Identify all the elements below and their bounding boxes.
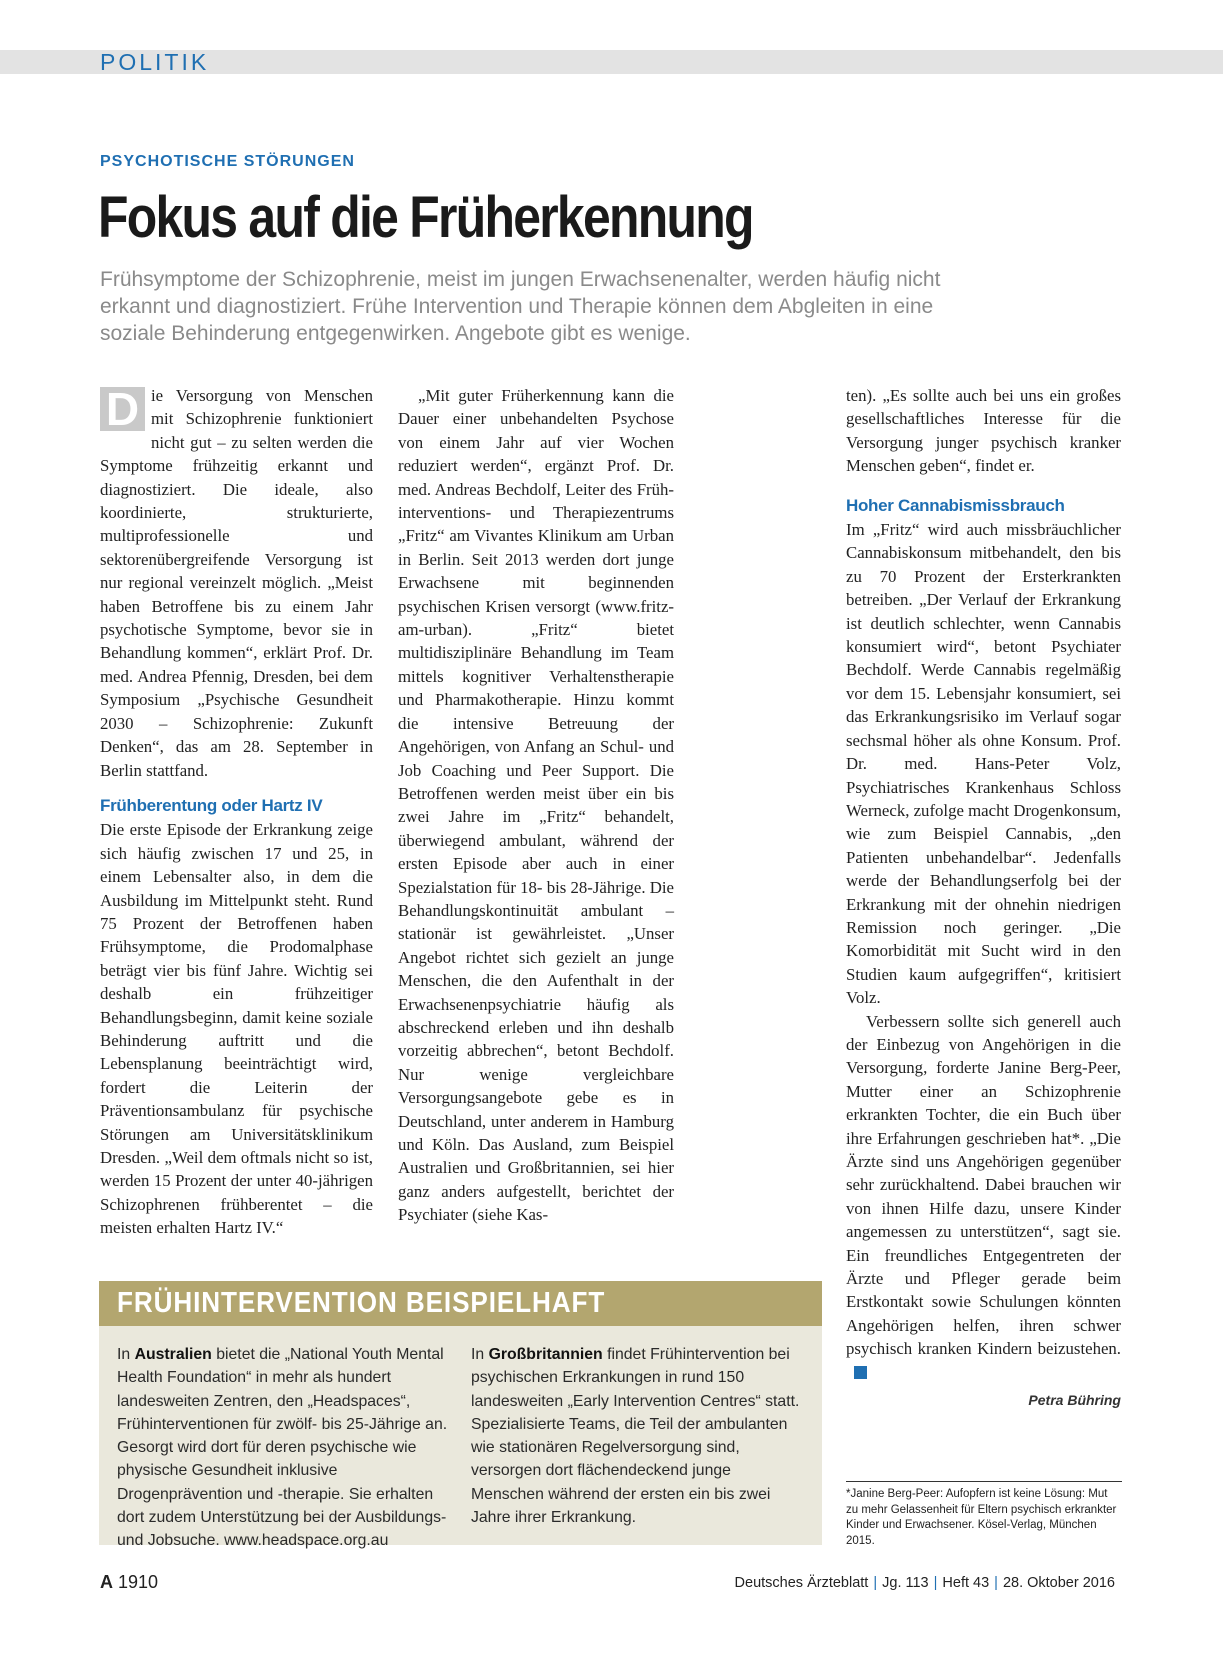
info-box-column-uk: In Großbritannien findet Frühintervention bei psychischen Erkrankungen in rund 150 landesweiten „Early Intervention Centres“ statt. Spezialisierte Teams, die Teil der ambulanten wie stationären Regelversorgung sind, versorgen dort flächendeckend junge Menschen während der ersten ein bis zwei Jahre ihrer Erkrankung. — [471, 1346, 800, 1527]
article-headline: Fokus auf die Früherkennung — [98, 185, 753, 250]
footnote: *Janine Berg-Peer: Aufopfern ist keine Lösung: Mut zu mehr Gelassenheit für Eltern psychisch erkrankter Kinder und Erwachsener. Kösel-Verlag, München 2015. — [846, 1481, 1122, 1549]
drop-cap: D — [100, 387, 145, 431]
paragraph-cannabis: Im „Fritz“ wird auch missbräuchlicher Cannabiskonsum mitbehandelt, den bis zu 70 Prozent der Ersterkrankten betreiben. „Der Verlauf der Erkrankung ist deutlich schlechter, wenn Cannabis konsumiert wird“, betont Psychiater Bechdolf. Werde Cannabis regelmäßig vor dem 15. Lebensjahr konsumiert, sei das Erkrankungsrisiko im Verlauf sogar sechsmal höher als ohne Konsum. Prof. Dr. med. Hans-Peter Volz, Psychiatrisches Krankenhaus Schloss Werneck, zufolge macht Drogenkonsum, wie zum Beispiel Cannabis, „den Patienten unbehandelbar“. Jedenfalls werde der Behandlungserfolg bei der Erkrankung mit der ohnehin niedrigen Remission noch geringer. „Die Komorbidität mit Sucht wird in den Studien kaum aufgegriffen“, kritisiert Volz. — [846, 520, 1121, 1008]
journal-volume: Jg. 113 — [882, 1575, 929, 1591]
subheading-fruehberentung: Frühberentung oder Hartz IV — [100, 795, 323, 815]
end-mark-icon — [854, 1366, 867, 1379]
journal-issue: Heft 43 — [942, 1575, 990, 1591]
country-uk: Großbritannien — [488, 1346, 603, 1363]
body-column-3 — [846, 384, 1121, 1412]
intro-paragraph — [100, 384, 373, 782]
journal-footer: Deutsches Ärzteblatt | Jg. 113 | Heft 43 | 28. Oktober 2016 — [734, 1575, 1115, 1591]
journal-name: Deutsches Ärzteblatt — [734, 1575, 869, 1591]
body-column-2 — [398, 384, 674, 1227]
journal-date: 28. Oktober 2016 — [1002, 1575, 1115, 1591]
info-box-title: FRÜHINTERVENTION BEISPIELHAFT — [99, 1281, 822, 1326]
subheading-cannabis: Hoher Cannabismissbrauch — [846, 495, 1065, 515]
author-byline: Petra Bühring — [1028, 1392, 1121, 1409]
paragraph-episode: Die erste Episode der Erkrankung zeige sich häufig zwischen 17 und 25, in einem Lebensalter also, in dem die Ausbildung im Mittelpunkt steht. Rund 75 Prozent der Betroffenen haben Frühsymptome, die Prodomalphase beträgt vier bis fünf Jahre. Wichtig sei deshalb ein frühzeitiger Behandlungsbeginn, damit keine soziale Behinderung auftritt und die Lebensplanung beeinträchtigt wird, fordert die Leiterin der Präventionsambulanz für psychische Störungen am Universitätsklinikum Dresden. „Weil dem oftmals nicht so ist, werden 15 Prozent der unter 40-jährigen Schizophrenen frühberentet – die meisten erhalten Hartz IV.“ — [100, 820, 373, 1238]
paragraph-text: ie Versorgung von Menschen mit Schizophrenie funktioniert nicht gut – zu selten werden die Symptome frühzeitig erkannt und diagnostiziert. Die ideale, also koordinierte, strukturierte, multiprofessionelle und sektorenübergreifende Versorgung ist nur regional vereinzelt möglich. „Meist haben Betroffene bis zu einem Jahr psychotische Symptome, bevor sie in Behandlung kommen“, erklärt Prof. Dr. med. Andrea Pfennig, Dresden, bei dem Symposium „Psychische Gesundheit 2030 – Schizophrenie: Zukunft Denken“, das am 28. September in Berlin stattfand. — [100, 386, 373, 780]
country-australia: Australien — [134, 1346, 212, 1363]
article-kicker: PSYCHOTISCHE STÖRUNGEN — [100, 153, 355, 170]
article-lead: Frühsymptome der Schizophrenie, meist im jungen Erwachsenenalter, werden häufig nicht erkannt und diagnostiziert. Frühe Intervention und Therapie können dem Abgleiten in eine soziale Behinderung entgegenwirken. Angebote gibt es wenige. — [100, 268, 941, 345]
paragraph-frueherkennung: „Mit guter Früherkennung kann die Dauer einer unbehandelten Psychose von einem Jahr auf vier Wochen reduziert werden“, ergänzt Prof. Dr. med. Andreas Bechdolf, Leiter des Frühinterventions- und Therapiezentrums „Fritz“ am Vivantes Klinikum am Urban in Berlin. Seit 2013 werden dort junge Erwachsene mit beginnenden psychischen Krisen versorgt (www.fritz-am-urban). „Fritz“ bietet multidisziplinäre Behandlung im Team mittels kognitiver Verhaltenstherapie und Pharmakotherapie. Hinzu kommt die intensive Betreuung der Angehörigen, von Anfang an Schul- und Job Coaching und Peer Support. Die Betroffenen werden meist über ein bis zwei Jahre im „Fritz“ behandelt, überwiegend ambulant, während der ersten Episode aber auch in einer Spezialstation für 18- bis 28-Jährige. Die Behandlungskontinuität ambulant – stationär ist gewährleistet. „Unser Angebot richtet sich gezielt an junge Menschen, die den Aufenthalt in der Erwachsenenpsychiatrie häufig als abschreckend erleben und ihn deshalb vorzeitig abbrechen“, betont Bechdolf. Nur wenige vergleichbare Versorgungsangebote gebe es in Deutschland, unter anderem in Hamburg und Köln. Das Ausland, zum Beispiel Australien und Großbritannien, sei hier ganz anders aufgestellt, berichtet der Psychiater (siehe Kas- — [398, 386, 674, 1225]
info-box — [99, 1281, 822, 1550]
paragraph-interesse: ten). „Es sollte auch bei uns ein großes gesellschaftliches Interesse für die Versorgung junger psychisch kranker Menschen geben“, findet er. — [846, 386, 1121, 476]
section-label: POLITIK — [100, 49, 210, 75]
page-number: A 1910 — [100, 1572, 159, 1592]
info-box-column-australia: In Australien bietet die „National Youth Mental Health Foundation“ in mehr als hundert landesweiten Zentren, den „Headspaces“, Frühinterventionen für zwölf- bis 25-Jährige an. Gesorgt wird dort für deren psychische wie physische Gesundheit inklusive Drogenprävention und -therapie. Sie erhalten dort zudem Unterstützung bei der Ausbildungs- und Jobsuche. www.headspace.org.au — [117, 1346, 448, 1550]
paragraph-angehoerige — [846, 1010, 1121, 1385]
body-column-1 — [100, 384, 373, 1240]
paragraph-text: Verbessern sollte sich generell auch der Einbezug von Angehörigen in die Versorgung, forderte Janine Berg-Peer, Mutter einer an Schizophrenie erkrankten Tochter, die ein Buch über ihre Erfahrungen geschrieben hat*. „Die Ärzte sind uns Angehörigen gegenüber sehr zurückhaltend. Dabei brauchen wir von ihnen Hilfe dazu, unsere Kinder angemessen zu unterstützen“, sagt sie. Ein freundliches Entgegentreten der Ärzte und Pfleger gerade beim Erstkontakt sowie Schulungen könnten Angehörigen helfen, ihren schwer psychisch kranken Kindern beizustehen. — [846, 1011, 1121, 1359]
